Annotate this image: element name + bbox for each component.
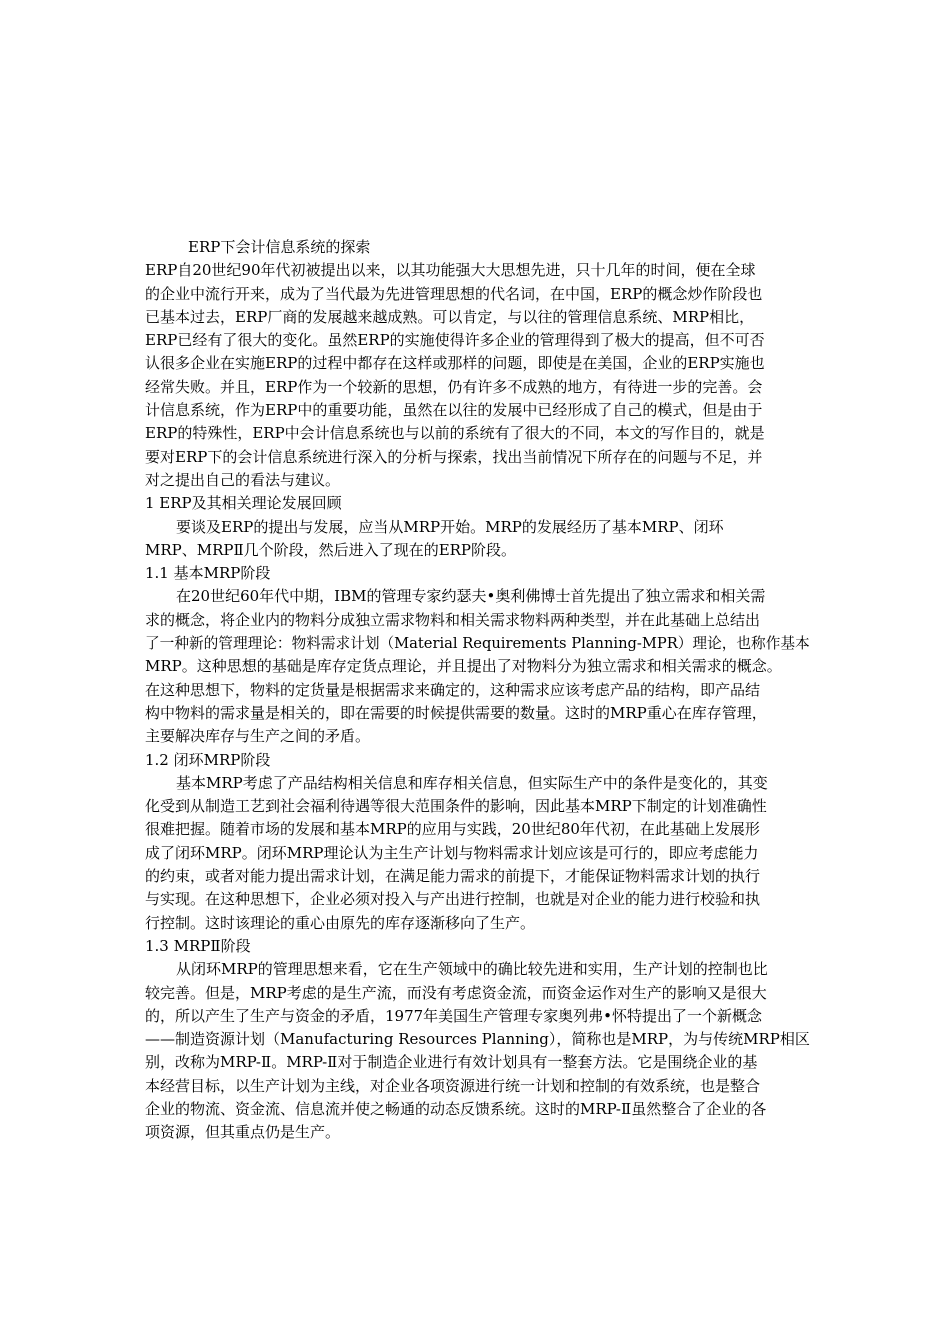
text-line: 1 ERP及其相关理论发展回顾	[145, 494, 342, 513]
text-line: 的，所以产生了生产与资金的矛盾，1977年美国生产管理专家奥列弗•怀特提出了一个新概念	[145, 1006, 763, 1025]
text-line: 经常失败。并且，ERP作为一个较新的思想，仍有许多不成熟的地方，有待进一步的完善。会	[145, 377, 763, 396]
text-line: 已基本过去，ERP厂商的发展越来越成熟。可以肯定，与以往的管理信息系统、MRP相比，	[145, 307, 755, 326]
text-line: 1.1 基本MRP阶段	[145, 564, 271, 583]
document-body	[145, 236, 810, 1145]
text-line: 企业的物流、资金流、信息流并使之畅通的动态反馈系统。这时的MRP-Ⅱ虽然整合了企业的各	[145, 1099, 767, 1118]
text-line: ERP的特殊性，ERP中会计信息系统也与以前的系统有了很大的不同，本文的写作目的，就是	[145, 424, 765, 443]
text-line: 1.3 MRPⅡ阶段	[145, 936, 251, 955]
text-line: ERP自20世纪90年代初被提出以来，以其功能强大大思想先进，只十几年的时间，便在全球	[145, 261, 756, 280]
text-line: 从闭环MRP的管理思想来看，它在生产领域中的确比较先进和实用，生产计划的控制也比	[176, 960, 768, 979]
text-line: 化受到从制造工艺到社会福利待遇等很大范围条件的影响，因此基本MRP下制定的计划准确性	[145, 797, 767, 816]
text-line: 成了闭环MRP。闭环MRP理论认为主生产计划与物料需求计划应该是可行的，即应考虑能力	[145, 843, 759, 862]
text-line: 较完善。但是，MRP考虑的是生产流，而没有考虑资金流，而资金运作对生产的影响又是很大	[145, 983, 767, 1002]
text-line: 在20世纪60年代中期，IBM的管理专家约瑟夫•奥利佛博士首先提出了独立需求和相关需	[176, 587, 766, 606]
text-line: ——制造资源计划（Manufacturing Resources Planning），简称也是MRP，为与传统MRP相区	[145, 1030, 810, 1049]
text-line: 的企业中流行开来，成为了当代最为先进管理思想的代名词，在中国，ERP的概念炒作阶段也	[145, 284, 763, 303]
text-line: 认很多企业在实施ERP的过程中都存在这样或那样的问题，即使是在美国，企业的ERP实施也	[145, 354, 765, 373]
text-line: 行控制。这时该理论的重心由原先的库存逐渐移向了生产。	[145, 913, 536, 932]
text-line: 了一种新的管理理论：物料需求计划（Material Requirements Planning-MPR）理论，也称作基本	[145, 635, 810, 653]
text-line: 1.2 闭环MRP阶段	[145, 750, 271, 769]
text-line: 的约束，或者对能力提出需求计划，在满足能力需求的前提下，才能保证物料需求计划的执行	[145, 867, 761, 886]
text-line: 与实现。在这种思想下，企业必须对投入与产出进行控制，也就是对企业的能力进行校验和执	[145, 890, 761, 909]
text-line: 计信息系统，作为ERP中的重要功能，虽然在以往的发展中已经形成了自己的模式，但是由于	[145, 401, 763, 420]
text-line: 对之提出自己的看法与建议。	[145, 470, 341, 489]
text-line: 构中物料的需求量是相关的，即在需要的时候提供需要的数量。这时的MRP重心在库存管理，	[145, 703, 767, 722]
text-line: 要谈及ERP的提出与发展，应当从MRP开始。MRP的发展经历了基本MRP、闭环	[176, 517, 724, 536]
text-line: MRP、MRPⅡ几个阶段，然后进入了现在的ERP阶段。	[145, 540, 517, 559]
text-line: 项资源，但其重点仍是生产。	[145, 1123, 341, 1142]
text-line: 要对ERP下的会计信息系统进行深入的分析与探索，找出当前情况下所存在的问题与不足，并	[145, 447, 763, 466]
text-line: ERP已经有了很大的变化。虽然ERP的实施使得许多企业的管理得到了极大的提高，但不可否	[145, 331, 765, 350]
text-line: 在这种思想下，物料的定货量是根据需求来确定的，这种需求应该考虑产品的结构，即产品结	[145, 680, 761, 699]
text-line: 基本MRP考虑了产品结构相关信息和库存相关信息，但实际生产中的条件是变化的，其变	[176, 773, 768, 792]
text-line: 本经营目标，以生产计划为主线，对企业各项资源进行统一计划和控制的有效系统，也是整合	[145, 1076, 761, 1095]
text-line: 求的概念，将企业内的物料分成独立需求物料和相关需求物料两种类型，并在此基础上总结出	[145, 610, 761, 629]
document-text	[145, 259, 810, 1144]
text-line: MRP。这种思想的基础是库存定货点理论，并且提出了对物料分为独立需求和相关需求的概念。	[145, 657, 782, 676]
document-title: ERP下会计信息系统的探索	[188, 238, 371, 256]
text-line: 别，改称为MRP-Ⅱ。MRP-Ⅱ对于制造企业进行有效计划具有一整套方法。它是围绕企业的基	[145, 1053, 758, 1072]
text-line: 很难把握。随着市场的发展和基本MRP的应用与实践，20世纪80年代初，在此基础上发展形	[145, 820, 760, 839]
text-line: 主要解决库存与生产之间的矛盾。	[145, 727, 371, 746]
